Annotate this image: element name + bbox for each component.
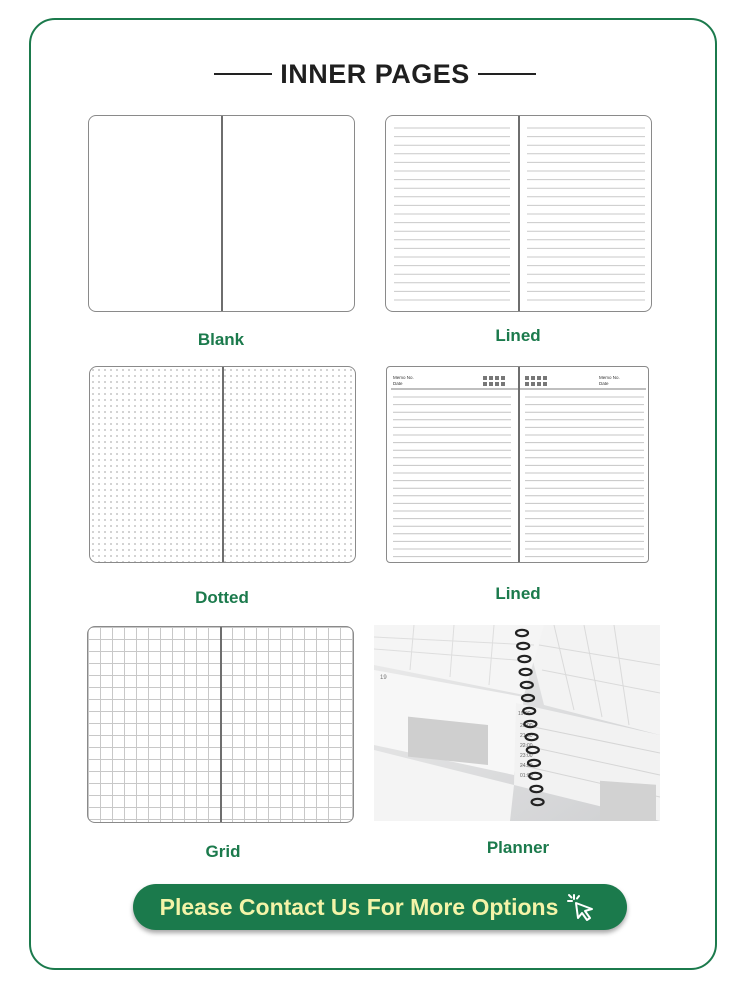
svg-text:21:00: 21:00 [520,733,533,739]
planner-photo-art [374,625,660,821]
svg-text:01:00: 01:00 [520,773,533,779]
date-label-left: Date [393,381,403,386]
page-title: INNER PAGES [280,58,470,89]
notebook-spine [220,627,222,822]
header-rule-right [478,73,536,75]
svg-text:20:00: 20:00 [520,723,533,729]
cta-label: Please Contact Us For More Options [159,893,559,920]
svg-text:19:00: 19:00 [518,711,531,717]
notebook-spine [222,367,224,562]
weekday-boxes [483,376,547,386]
svg-text:23:00: 23:00 [520,753,533,759]
dotted-notebook-image [89,366,356,563]
blank-notebook-image [88,115,355,312]
style-label-blank: Blank [197,330,245,349]
planner-time-partial: 19 [380,675,387,681]
style-label-lined-2: Lined [495,584,541,603]
click-pointer-icon [566,892,600,922]
style-label-lined-1: Lined [495,326,541,345]
planner-notebook-photo [374,625,660,821]
notebook-spine [518,116,520,311]
lined-notebook-image [385,115,652,312]
section-header [0,54,750,94]
style-label-grid: Grid [205,842,241,861]
svg-text:24:00: 24:00 [520,763,533,769]
notebook-spine [518,367,520,562]
grid-notebook-image [87,626,354,823]
notebook-spine [221,116,223,311]
date-label-right: Date [599,381,609,386]
memo-label-right: Memo No. [599,375,620,380]
style-label-planner: Planner [486,838,550,857]
lined-memo-notebook-image [386,366,649,563]
contact-cta-button[interactable] [133,884,627,930]
svg-text:22:00: 22:00 [520,743,533,749]
header-rule-left [214,73,272,75]
memo-label-left: Memo No. [393,375,414,380]
style-label-dotted: Dotted [195,588,249,607]
